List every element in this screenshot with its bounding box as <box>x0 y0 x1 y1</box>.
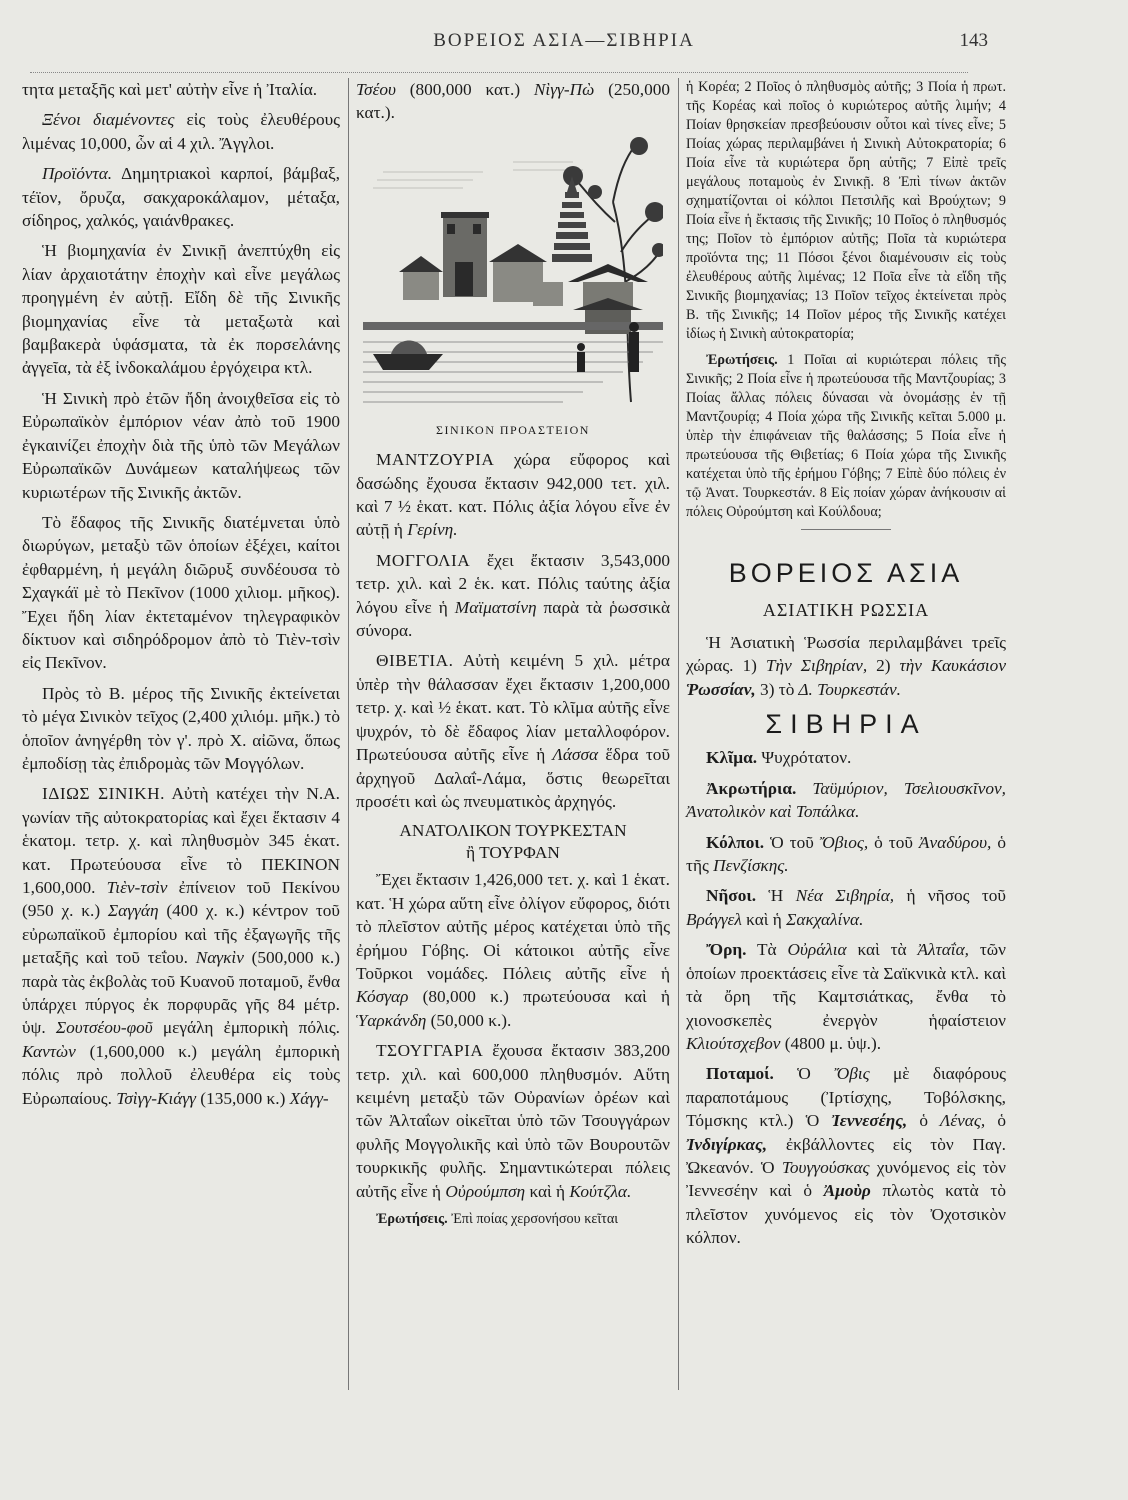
section-title-siberia: ΣΙΒΗΡΙΑ <box>765 709 927 740</box>
paragraph: Πρὸς τὸ Β. μέρος τῆς Σινικῆς ἐκτείνεται τὸ μέγα Σινικὸν τεῖχος (2,400 χιλιόμ. μῆκ.) τὸ ὁποῖον ἀνηγέρθη τὸν γ'. πρὸ Χ. αἰῶνα, ὅπως ἐμποδίσῃ τὰς ἐπιδρομὰς τῶν Μογγόλων. <box>22 683 340 773</box>
page-number: 143 <box>959 30 988 51</box>
illustration-chinese-suburb <box>356 132 670 442</box>
paragraph: ΘΙΒΕΤΙΑ. Αὐτὴ κειμένη 5 χιλ. μέτρα ὑπὲρ τὴν θάλασσαν ἔχει ἔκτασιν 1,200,000 τετρ. χ. καὶ ½ ἑκατ. κατ. Τὸ κλῖμα αὐτῆς εἶνε ψυχρόν, τὸ δὲ ἔδαφος λίαν μεταλλοφόρον. Πρωτεύουσα αὐτῆς εἶνε ἡ Λάσσα ἕδρα τοῦ ἀρχηγοῦ Δαλαΐ-Λάμα, ὅστις θεωρεῖται προσέτι καὶ ὡς πνευματικὸς ἀρχηγός. <box>356 651 670 811</box>
paragraph: ΙΔΙΩΣ ΣΙΝΙΚΗ. Αὐτὴ κατέχει τὴν Ν.Α. γωνίαν τῆς αὐτοκρατορίας καὶ ἔχει ἔκτασιν 4 ἑκατομ. τετρ. χ. καὶ πληθυσμὸν 345 ἑκατ. κατ. Πρωτεύουσα εἶνε τὸ ΠΕΚΙΝΟΝ 1,600,000. Τιὲν-τσὶν ἐπίνειον τοῦ Πεκίνου (950 χ. κ.) Σαγγάη (400 χ. κ.) κέντρον τοῦ εὐρωπαϊκοῦ ἐμπορίου καὶ τῆς ἐξαγωγῆς τῆς μεταξῆς καὶ τοῦ τεΐου. Ναγκὶν (500,000 κ.) παρὰ τὰς ἐκβολὰς τοῦ Κυανοῦ ποταμοῦ, ἔνθα ὑπάρχει πύργος ἐκ πορφυρᾶς γῆς 84 μέτρ. ὑψ. Σουτσέου-φοῦ μεγάλη ἐμπορικὴ πόλις. Καντὼν (1,600,000 κ.) μεγάλη ἐμπορικὴ πόλις πρὸ πολλοῦ ἐλευθέρα εἰς τοὺς Εὐρωπαίους. Τσὶγγ-Κιάγγ (135,000 κ.) Χάγγ- <box>22 784 341 1108</box>
questions-block: Ἐρωτήσεις. 1 Ποῖαι αἱ κυριώτεραι πόλεις τῆς Σινικῆς; 2 Ποία εἶνε ἡ πρωτεύουσα τῆς Μαντζουρίας; 3 Ποίας ἄλλας πόλεις δύνασαι νὰ ὀνομάσῃς ἐν τῇ Μαντζουρίᾳ; 4 Ποία χώρα τῆς Σινικῆς κεῖται 5.000 μ. ὑπὲρ τὴν ἐπιφάνειαν τῆς θαλάσσης; 5 Ποία εἶνε ἡ πρωτεύουσα τῆς Θιβετίας; 6 Ποία χώρα τῆς Σινικῆς κατέχεται ὑπὸ τῆς ἐρήμου Γόβης; 7 Εἰπὲ δύο πόλεις ἐν τῷ Ἀνατ. Τουρκεστάν. 8 Εἰς ποίαν χώραν ἀνήκουσιν αἱ πόλεις Οὐρούμτση καὶ Κούλδουα; <box>686 352 1006 520</box>
paragraph: Προϊόντα. Δημητριακοὶ καρποί, βάμβαξ, τέϊον, ὄρυζα, σακχαροκάλαμον, μέταξα, σίδηρος, χαλκός, γαιάνθρακες. <box>22 164 340 231</box>
paragraph: ΜΟΓΓΟΛΙΑ ἔχει ἔκτασιν 3,543,000 τετρ. χιλ. καὶ 2 ἑκ. κατ. Πόλις ταύτης ἀξία λόγου εἶνε ἡ Μαϊματσίνη παρὰ τὰ ῥωσσικὰ σύνορα. <box>356 550 670 641</box>
paragraph: Ἔχει ἔκτασιν 1,426,000 τετ. χ. καὶ 1 ἑκατ. κατ. Ἡ χώρα αὕτη εἶνε ὀλίγον εὔφορος, διότι τὸ πλεῖστον αὐτῆς μέρος κατέχεται ὑπὸ τῆς ἐρήμου Γόβης. Οἱ κάτοικοι αὐτῆς εἶνε Τοῦρκοι νομάδες. Πόλεις αὐτῆς εἶνε ἡ Κόσγαρ (80,000 κ.) πρωτεύουσα καὶ ἡ Ὑαρκάνδη (50,000 κ.). <box>356 870 670 1030</box>
entry-climate: Κλῖμα. Ψυχρότατον. <box>706 748 852 768</box>
paragraph: Τὸ ἔδαφος τῆς Σινικῆς διατέμνεται ὑπὸ διωρύγων, μεταξὺ τῶν ὁποίων ἐξέχει, καίτοι ἐφθαρμένη, ἡ μεγάλη διῶρυξ συνδέουσα τὸ Σχαγκάϊ μὲ τὸ Πεκῖνον (1000 χιλιομ. μῆκος). Ἔχει ἤδη λίαν ἐκτεταμένον τηλεγραφικὸν δίκτυον καὶ σιδηρόδρομον ἀπὸ τὸ Τιὲν-τσὶν εἰς Πεκῖνον. <box>22 512 340 673</box>
paragraph: Ἡ Σινικὴ πρὸ ἐτῶν ἤδη ἀνοιχθεῖσα εἰς τὸ Εὐρωπαϊκὸν ἐμπόριον νέαν ἀπὸ τοῦ 1900 ἐγκαινίζει ἐποχὴν διὰ τῆς ὑπὸ τῶν Μεγάλων Εὐρωπαϊκῶν Δυνάμεων καταλήψεως τῶν κυριωτέρων τῆς Σινικῆς ἀκτῶν. <box>22 388 340 502</box>
header-rule <box>30 72 968 73</box>
middle-column <box>356 78 670 1236</box>
paragraph: ΜΑΝΤΖΟΥΡΙΑ χώρα εὔφορος καὶ δασώδης ἔχουσα ἔκτασιν 942,000 τετ. χιλ. καὶ 7 ½ ἑκατ. κατ. Πόλις ἀξία λόγου εἶνε ἐν αὐτῇ ἡ Γερίνη. <box>356 450 670 540</box>
paragraph: τητα μεταξῆς καὶ μετ' αὐτὴν εἶνε ἡ Ἰταλία. <box>22 80 318 99</box>
paragraph: Ἡ Ἀσιατικὴ Ῥωσσία περιλαμβάνει τρεῖς χώρας. 1) Τὴν Σιβηρίαν, 2) τὴν Καυκάσιον Ῥωσσίαν, 3) τὸ Δ. Τουρκεστάν. <box>686 632 1006 699</box>
section-heading-turkestan: ΑΝΑΤΟΛΙΚΟΝ ΤΟΥΡΚΕΣΤΑΝ ἢ ΤΟΥΡΦΑΝ <box>399 821 627 863</box>
entry-islands: Νῆσοι. Ἡ Νέα Σιβηρία, ἡ νῆσος τοῦ Βράγγελ καὶ ἡ Σακχαλίνα. <box>686 886 1006 929</box>
questions-intro: Ἐρωτήσεις. Ἐπὶ ποίας χερσονήσου κεῖται <box>376 1211 619 1227</box>
running-title: ΒΟΡΕΙΟΣ ΑΣΙΑ—ΣΙΒΗΡΙΑ <box>433 30 695 51</box>
entry-rivers: Ποταμοί. Ὁ Ὄβις μὲ διαφόρους παραποτάμους (Ἰρτίσχης, Τοβόλσκης, Τόμσκης κτλ.) Ὁ Ἰεννεσέης, ὁ Λένας, ὁ Ἰνδιγίρκας, ἐκβάλλοντες εἰς τὸν Παγ. Ὠκεανόν. Ὁ Τουγγούσκας χυνόμενος εἰς τὸν Ἰεννεσέην καὶ ὁ Ἀμοὺρ πλωτὸς κατὰ τὸ πλεῖστον χυνόμενος εἰς τὸν Ὀχοτσικὸν κόλπον. <box>686 1064 1007 1248</box>
left-column <box>22 78 340 1117</box>
chapter-title: ΒΟΡΕΙΟΣ ΑΣΙΑ <box>728 558 964 588</box>
column-rule-right <box>678 78 679 1390</box>
ornament-rule <box>801 529 891 530</box>
entry-gulfs: Κόλποι. Ὁ τοῦ Ὄβιος, ὁ τοῦ Ἀναδύρου, ὁ τῆς Πενζίσκης. <box>686 832 1006 876</box>
paragraph: Ξένοι διαμένοντες εἰς τοὺς ἐλευθέρους λιμένας 10,000, ὧν αἱ 4 χιλ. Ἄγγλοι. <box>22 110 341 153</box>
column-rule-left <box>348 78 349 1390</box>
entry-mountains: Ὄρη. Τὰ Οὐράλια καὶ τὰ Ἀλταΐα, τῶν ὁποίων προεκτάσεις εἶνε τὰ Σαϊκνικὰ κτλ. καὶ τὰ ὄρη τῆς Καμτσιάτκας, ἔνθα τὸ χιονοσκεπὲς ἐνεργὸν ἡφαίστειον Κλιούτσχεβον (4800 μ. ὑψ.). <box>686 940 1006 1053</box>
entry-capes: Ἀκρωτήρια. Ταϋμύριον, Τσελιουσκῖνον, Ἀνατολικὸν καὶ Τοπάλκα. <box>686 778 1006 822</box>
paragraph: Ἡ βιομηχανία ἐν Σινικῇ ἀνεπτύχθη εἰς λίαν ἀρχαιοτάτην ἐποχὴν καὶ εἶνε μεγάλως προηγμένη ἐν αὐτῇ. Εἴδη δὲ τῆς Σινικῆς βιομηχανίας εἶνε τὰ μεταξωτὰ καὶ βαμβακερὰ ὑφάσματα, τὰ ἐκ πορσελάνης ἀγγεῖα, τὰ ἐξ ἰνδοκαλάμου ἐργόχειρα κτλ. <box>22 241 340 378</box>
paragraph: ΤΣΟΥΓΓΑΡΙΑ ἔχουσα ἔκτασιν 383,200 τετρ. χιλ. καὶ 600,000 πληθυσμόν. Αὕτη κειμένη μεταξὺ τῶν Οὐρανίων ὀρέων καὶ τῶν Ἀλταΐων οἰκεῖται ὑπὸ τῶν Τσουγγάρων φυλῆς Μογγολικῆς καὶ ὑπὸ τῶν Βουρουτῶν τουρκικῆς φυλῆς. Σημαντικώτεραι πόλεις αὐτῆς εἶνε ἡ Οὐρούμπση καὶ ἡ Κούτζλα. <box>356 1041 670 1201</box>
right-column <box>686 78 1006 1257</box>
figure-caption: ΣΙΝΙΚΟΝ ΠΡΟΑΣΤΕΙΟΝ <box>436 422 590 437</box>
engraving-image <box>363 132 663 417</box>
questions-block: ἡ Κορέα; 2 Ποῖος ὁ πληθυσμὸς αὐτῆς; 3 Ποία ἡ πρωτ. τῆς Κορέας καὶ ποῖος ὁ κυριώτερος αὐτῆς λιμήν; 4 Ποίαν θρησκείαν πρεσβεύουσιν οὗτοι καὶ τίνες εἶνε; 5 Ποίας χώρας περιλαμβάνει ἡ Σινικὴ Αὐτοκρατορία; 6 Ποία εἶνε τὰ κυριώτερα ὄρη αὐτῆς; 7 Εἰπὲ τρεῖς μεγάλους ποταμοὺς ἐν Σινικῇ. 8 Ἐπὶ τίνων ἀκτῶν σχηματίζονται οἱ κόλποι Πετσιλῆς καὶ Βρούχτων; 9 Ποία εἶνε ἡ ἔκτασις τῆς Σινικῆς; 10 Ποῖος ὁ πληθυσμός της; Ποῖον τὸ ἐμπόριον αὐτῆς; Ποῖα τὰ κυριώτερα προϊόντα της; 11 Πόσοι ξένοι διαμένουσιν εἰς τοὺς ἐλευθέρους αὐτῆς λιμένας; 12 Ποῖα εἶνε τὰ εἴδη τῆς Σινικῆς βιομηχανίας; 13 Ποῖον τεῖχος ἐκτείνεται πρὸς Β. τῆς Σινικῆς; 14 Ποῖον μέρος τῆς Σινικῆς κατέχει ἰδίως ἡ Σινικὴ αὐτοκρατορία; <box>686 79 1006 342</box>
paragraph: Τσέου (800,000 κατ.) Νὶγγ-Πὼ (250,000 κατ.). <box>356 80 670 123</box>
section-title: ΑΣΙΑΤΙΚΗ ΡΩΣΣΙΑ <box>762 600 930 621</box>
